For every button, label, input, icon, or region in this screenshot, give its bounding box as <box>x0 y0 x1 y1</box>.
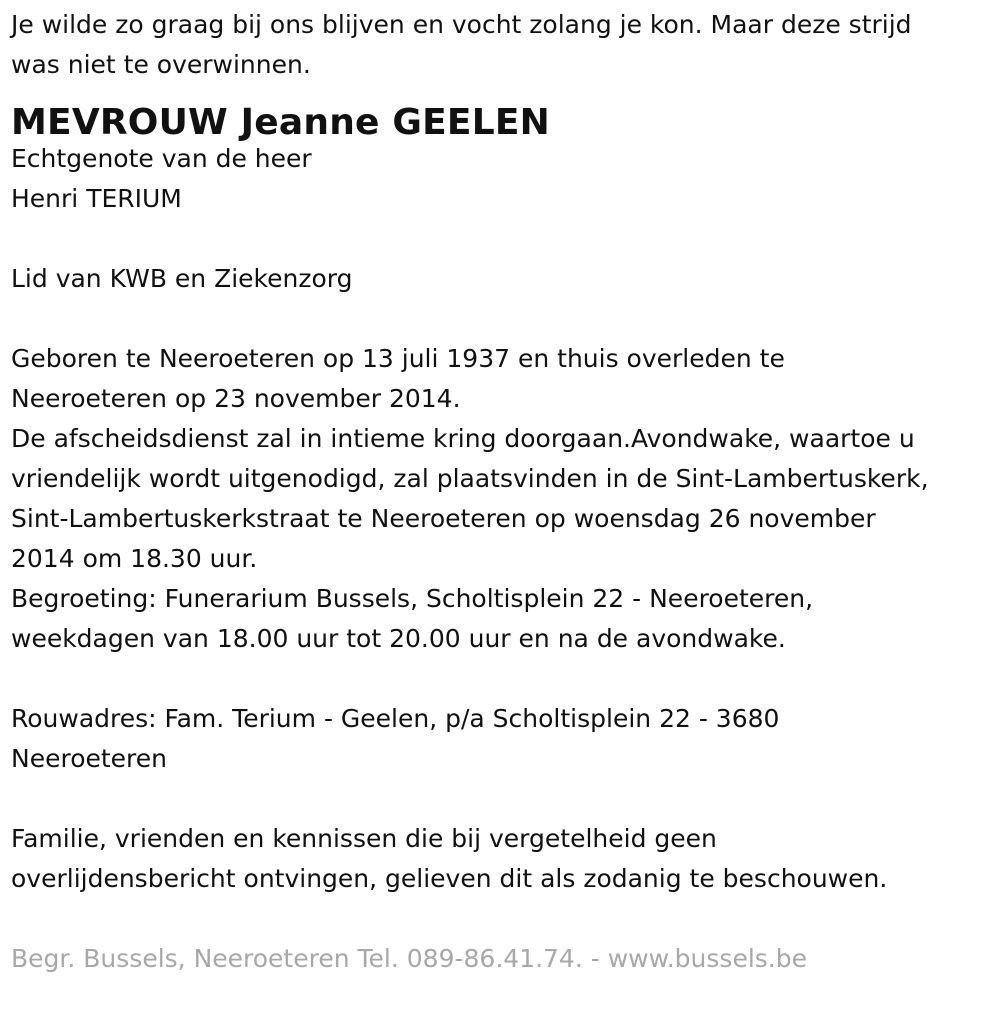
notice-line-2: overlijdensbericht ontvingen, gelieven dit als zodanig te beschouwen. <box>11 864 888 893</box>
spouse-line-1: Echtgenote van de heer <box>11 144 312 173</box>
membership-line: Lid van KWB en Ziekenzorg <box>11 264 353 293</box>
details-line: Sint-Lambertuskerkstraat te Neeroeteren op woensdag 26 november <box>11 504 876 533</box>
spouse-info <box>11 139 991 219</box>
details-line: weekdagen van 18.00 uur tot 20.00 uur en na de avondwake. <box>11 624 786 653</box>
details-line: Neeroeteren op 23 november 2014. <box>11 384 461 413</box>
deceased-name: MEVROUW Jeanne GEELEN <box>11 102 550 143</box>
notice-line-1: Familie, vrienden en kennissen die bij vergetelheid geen <box>11 824 717 853</box>
intro-line-1: Je wilde zo graag bij ons blijven en vocht zolang je kon. Maar deze strijd <box>11 10 912 39</box>
address-line-1: Rouwadres: Fam. Terium - Geelen, p/a Scholtisplein 22 - 3680 <box>11 704 780 733</box>
details-line: De afscheidsdienst zal in intieme kring doorgaan.Avondwake, waartoe u <box>11 424 915 453</box>
details-line: Geboren te Neeroeteren op 13 juli 1937 en thuis overleden te <box>11 344 785 373</box>
obituary-document <box>11 0 991 979</box>
membership-info <box>11 259 991 299</box>
funeral-home-footer <box>11 939 991 979</box>
family-notice <box>11 819 991 899</box>
address-line-2: Neeroeteren <box>11 744 168 773</box>
details-block <box>11 339 991 659</box>
spouse-line-2: Henri TERIUM <box>11 184 182 213</box>
intro-line-2: was niet te overwinnen. <box>11 50 311 79</box>
details-line: 2014 om 18.30 uur. <box>11 544 258 573</box>
intro-quote <box>11 5 991 85</box>
footer-line: Begr. Bussels, Neeroeteren Tel. 089-86.41.74. - www.bussels.be <box>11 944 807 973</box>
details-line: Begroeting: Funerarium Bussels, Scholtisplein 22 - Neeroeteren, <box>11 584 814 613</box>
details-line: vriendelijk wordt uitgenodigd, zal plaatsvinden in de Sint-Lambertuskerk, <box>11 464 929 493</box>
mourning-address <box>11 699 991 779</box>
